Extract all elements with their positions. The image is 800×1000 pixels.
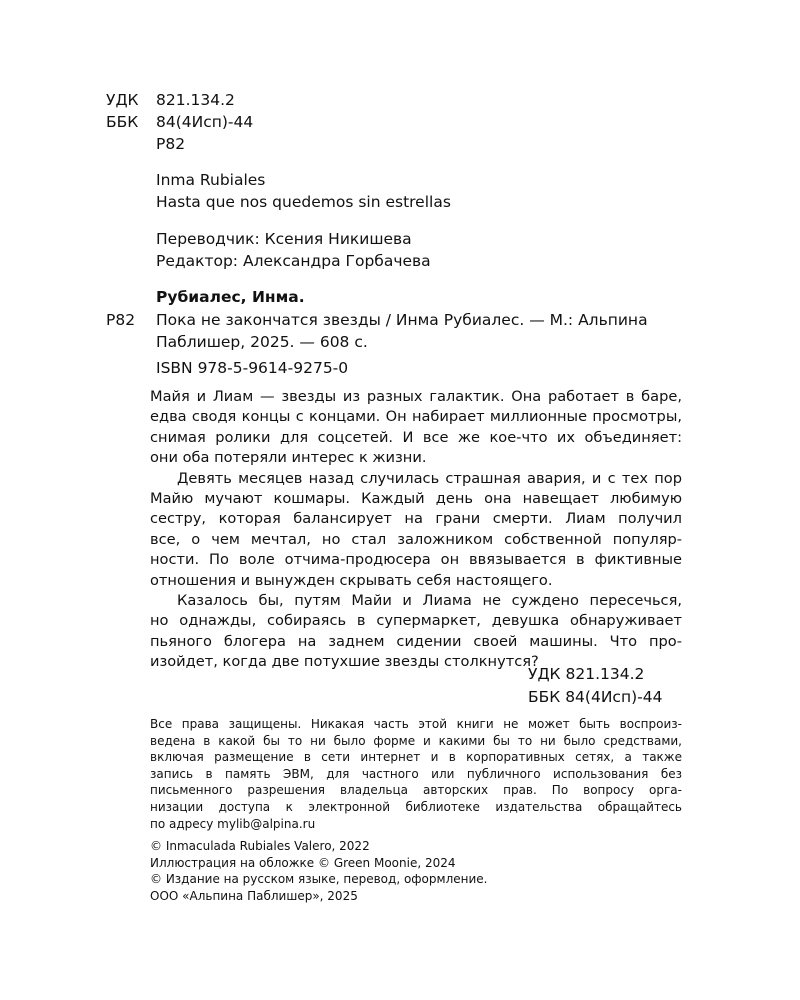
translator-credit: Переводчик: Ксения Никишева bbox=[156, 230, 412, 248]
annotation-line: едва сводя концы с концами. Он набирает миллионные просмотры, bbox=[150, 408, 682, 426]
bibliographic-line-1: Пока не закончатся звезды / Инма Рубиалес. — М.: Альпина bbox=[156, 311, 648, 329]
copyright-block bbox=[150, 838, 487, 904]
bibliographic-mark: Р82 bbox=[106, 311, 136, 329]
annotation-line: они оба потеряли интерес к жизни. bbox=[150, 449, 427, 467]
copyright-line: Иллюстрация на обложке © Green Moonie, 2024 bbox=[150, 855, 456, 870]
isbn: ISBN 978-5-9614-9275-0 bbox=[156, 359, 349, 377]
legal-line: Все права защищены. Никакая часть этой книги не может быть воспроиз- bbox=[150, 717, 682, 731]
annotation-line: изойдет, когда две потухшие звезды столкнутся? bbox=[150, 653, 539, 671]
legal-line: письменного разрешения владельца авторских прав. По вопросу орга- bbox=[150, 783, 682, 798]
annotation-line: пьяного блогера на заднем сидении своей машины. Что про- bbox=[150, 632, 682, 650]
annotation-line: Девять месяцев назад случилась страшная авария, и с тех пор bbox=[177, 469, 682, 487]
bibliographic-line-2: Паблишер, 2025. — 608 с. bbox=[156, 333, 368, 351]
annotation-line: но однажды, собираясь в супермаркет, девушка обнаруживает bbox=[150, 612, 682, 630]
bbk-label: ББК bbox=[106, 113, 139, 131]
annotation-line: Майю мучают кошмары. Каждый день она навещает любимую bbox=[150, 490, 682, 508]
author-mark: Р82 bbox=[156, 135, 186, 153]
original-author: Inma Rubiales bbox=[156, 171, 266, 189]
annotation-line: Майя и Лиам — звезды из разных галактик. Она работает в баре, bbox=[150, 388, 682, 405]
bottom-bbk: ББК 84(4Исп)-44 bbox=[528, 688, 663, 706]
legal-line: ведена в какой бы то ни было форме и какими бы то ни было средствами, bbox=[150, 733, 682, 748]
original-title: Hasta que nos quedemos sin estrellas bbox=[156, 193, 451, 211]
legal-line: по адресу mylib@alpina.ru bbox=[150, 816, 316, 831]
copyright-line: ООО «Альпина Паблишер», 2025 bbox=[150, 888, 358, 903]
udk-label: УДК bbox=[106, 91, 139, 109]
annotation-line: Казалось бы, путям Майи и Лиама не суждено пересечься, bbox=[177, 592, 682, 610]
udk-value: 821.134.2 bbox=[156, 91, 235, 109]
bibliographic-heading: Рубиалес, Инма. bbox=[156, 288, 305, 306]
bottom-udk: УДК 821.134.2 bbox=[528, 665, 645, 683]
annotation bbox=[150, 387, 682, 673]
legal-line: включая размещение в сети интернет и в корпоративных сетях, а также bbox=[150, 750, 682, 765]
annotation-line: сестру, которая балансирует на грани смерти. Лиам получил bbox=[150, 510, 682, 528]
copyright-line: © Издание на русском языке, перевод, оформление. bbox=[150, 872, 488, 887]
editor-credit: Редактор: Александра Горбачева bbox=[156, 252, 431, 270]
annotation-line: отношения и вынужден скрывать себя настоящего. bbox=[150, 571, 553, 589]
annotation-line: все, о чем мечтал, но стал заложником собственной популяр- bbox=[150, 530, 682, 548]
legal-notice bbox=[150, 716, 682, 832]
legal-line: низации доступа к электронной библиотеке издательства обращайтесь bbox=[150, 799, 682, 814]
annotation-line: снимая ролики для соцсетей. И все же кое-что их объединяет: bbox=[150, 428, 682, 446]
copyright-line: © Inmaculada Rubiales Valero, 2022 bbox=[150, 839, 370, 853]
annotation-line: ности. По воле отчима-продюсера он ввязывается в фиктивные bbox=[150, 551, 682, 569]
legal-line: запись в память ЭВМ, для частного или публичного использования без bbox=[150, 766, 682, 781]
bbk-value: 84(4Исп)-44 bbox=[156, 113, 254, 131]
